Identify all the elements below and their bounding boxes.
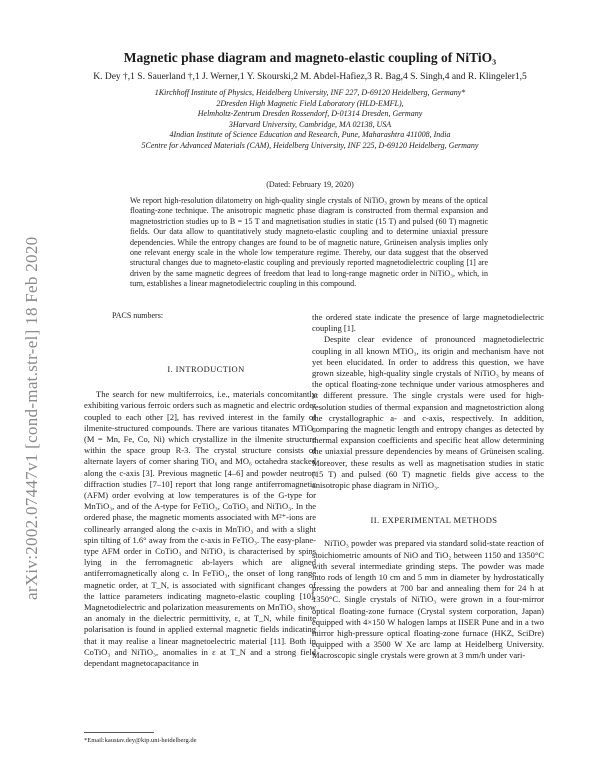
author-list: K. Dey †,1 S. Sauerland †,1 J. Werner,1 Y. Skourski,2 M. Abdel-Hafiez,3 R. Bag,4 S. Singh,4 and R. Klingeler1,5 (93, 72, 527, 82)
paper-title: Magnetic phase diagram and magneto-elastic coupling of NiTiO₃ (123, 50, 497, 65)
affiliation-1: 1Kirchhoff Institute of Physics, Heidelberg University, INF 227, D-69120 Heidelberg, Germany* (154, 88, 466, 97)
left-column (84, 364, 316, 669)
date-line: (Dated: February 19, 2020) (266, 180, 354, 189)
methods-paragraph-1: NiTiO₃ powder was prepared via standard solid-state reaction of stoichiometric amounts of NiO and TiO₂ between 1150 and 1350°C with several intermediate grinding steps. The powder was made into rods of length 10 cm and 5 mm in diameter by hydrostatically pressing the powders at 700 bar and annealing them for 24 h at 1350°C. Single crystals of NiTiO₃ were grown in a four-mirror optical floating-zone furnace (Crystal system corporation, Japan) equipped with 4×150 W halogen lamps at IISER Pune and in a two mirror high-pressure optical floating-zone furnace (HKZ, SciDre) equipped with a 3500 W Xe arc lamp at Heidelberg University. Macroscopic single crystals were grown at 3 mm/h under vari- (312, 538, 544, 661)
affiliation-2-cont: Helmholtz-Zentrum Dresden Rossendorf, D-01314 Dresden, Germany (197, 109, 423, 119)
abstract: We report high-resolution dilatometry on high-quality single crystals of NiTiO₃ grown by means of the optical floating-zone technique. The anisotropic magnetic phase diagram is constructed from thermal expansion and magnetostriction studies up to B = 15 T and magnetisation studies in static (15 T) and pulsed (60 T) magnetic fields. Our data allow to quantitatively study magneto-elastic coupling and to determine uniaxial pressure dependencies. While the entropy changes are found to be of magnetic nature, Grüneisen analysis implies only one relevant energy scale in the whole low temperature regime. Thereby, our data suggest that the observed structural changes due to magneto-elastic coupling and previously reported magnetodielectric coupling [1] are driven by the same magnetic degrees of freedom that lead to long-range magnetic order in NiTiO₃, which, in turn, establishes a linear magnetodielectric coupling in this compound. (130, 196, 488, 289)
affiliation-3: 3Harvard University, Cambridge, MA 02138, USA (228, 119, 392, 129)
pacs-numbers: PACS numbers: (112, 311, 164, 320)
footnote-rule (84, 732, 154, 733)
affiliation-5: 5Centre for Advanced Materials (CAM), Heidelberg University, INF 225, D-69120 Heidelberg, Germany (141, 140, 479, 150)
intro-paragraph-1-continued: the ordered state indicate the presence of large magnetodielectric coupling [1]. (312, 312, 544, 334)
affiliations (60, 88, 560, 152)
footnote-email: *Email:kaustav.dey@kip.uni-heidelberg.de (84, 737, 197, 744)
intro-paragraph-2: Despite clear evidence of pronounced magnetodielectric coupling in all known MTiO₃, its origin and mechanism have not yet been elucidated. In order to address this question, we have grown sizeable, high-quality single crystals of NiTiO₃ by means of the optical floating-zone technique under various atmospheres and at different pressure. The single crystals were used for high-resolution studies of thermal expansion and magnetostriction along the crystallographic a- and c-axis, respectively. In addition, comparing the magnetic length and entropy changes as detected by thermal expansion coefficients and specific heat allow determining the uniaxial pressure dependencies by means of Grüneisen scaling. Moreover, these results as well as magnetisation studies in static (15 T) and pulsed (60 T) magnetic fields give access to the anisotropic phase diagram in NiTiO₃. (312, 334, 544, 491)
intro-paragraph-1: The search for new multiferroics, i.e., materials concomitantly exhibiting various ferroic orders such as magnetic and electric order coupled to each other [2], has revived interest in the family of ilmenite-structured compounds. There are various titanates MTiO₃ (M = Mn, Fe, Co, Ni) which crystallize in the ilmenite structure within the space group R-3. The crystal structure consists of alternate layers of corner sharing TiO₆ and MO₆ octahedra stacked along the c-axis [3]. Previous magnetic [4–6] and powder neutron diffraction studies [7–10] report that long range antiferromagnetic (AFM) order evolving at low temperatures is of the G-type for MnTiO₃, and of the A-type for FeTiO₃, CoTiO₃ and NiTiO₃. In the ordered phase, the magnetic moments associated with M²⁺-ions are collinearly arranged along the c-axis in MnTiO₃ and with a slight spin tilting of 1.6° away from the c-axis in FeTiO₃. The easy-plane-type AFM order in CoTiO₃ and NiTiO₃ is characterised by spins lying in the ferromagnetic ab-layers which are aligned antiferromagnetically along c. In FeTiO₃, the onset of long range magnetic order, at T_N, is associated with significant changes of the lattice parameters indicating magneto-elastic coupling [10]. Magnetodielectric and polarization measurements on MnTiO₃ show an anomaly in the dielectric permittivity, ε, at T_N, while finite polarisation is found in applied external magnetic fields indicating that it may realise a linear magnetoelectric material [11]. Both in CoTiO₃ and NiTiO₃, anomalies in ε at T_N and a strong field dependant magnetocapacitance in (84, 389, 316, 669)
affiliation-4: 4Indian Institute of Science Education and Research, Pune, Maharashtra 411008, India (169, 130, 451, 140)
right-column (312, 312, 544, 662)
affiliation-2: 2Dresden High Magnetic Field Laboratory (HLD-EMFL), (216, 98, 404, 108)
arxiv-sidebar (22, 40, 42, 600)
section-heading-methods: II. EXPERIMENTAL METHODS (370, 515, 498, 526)
arxiv-identifier: arXiv:2002.07447v1 [cond-mat.str-el] 18 Feb 2020 (22, 236, 41, 600)
section-heading-introduction: I. INTRODUCTION (167, 364, 245, 374)
